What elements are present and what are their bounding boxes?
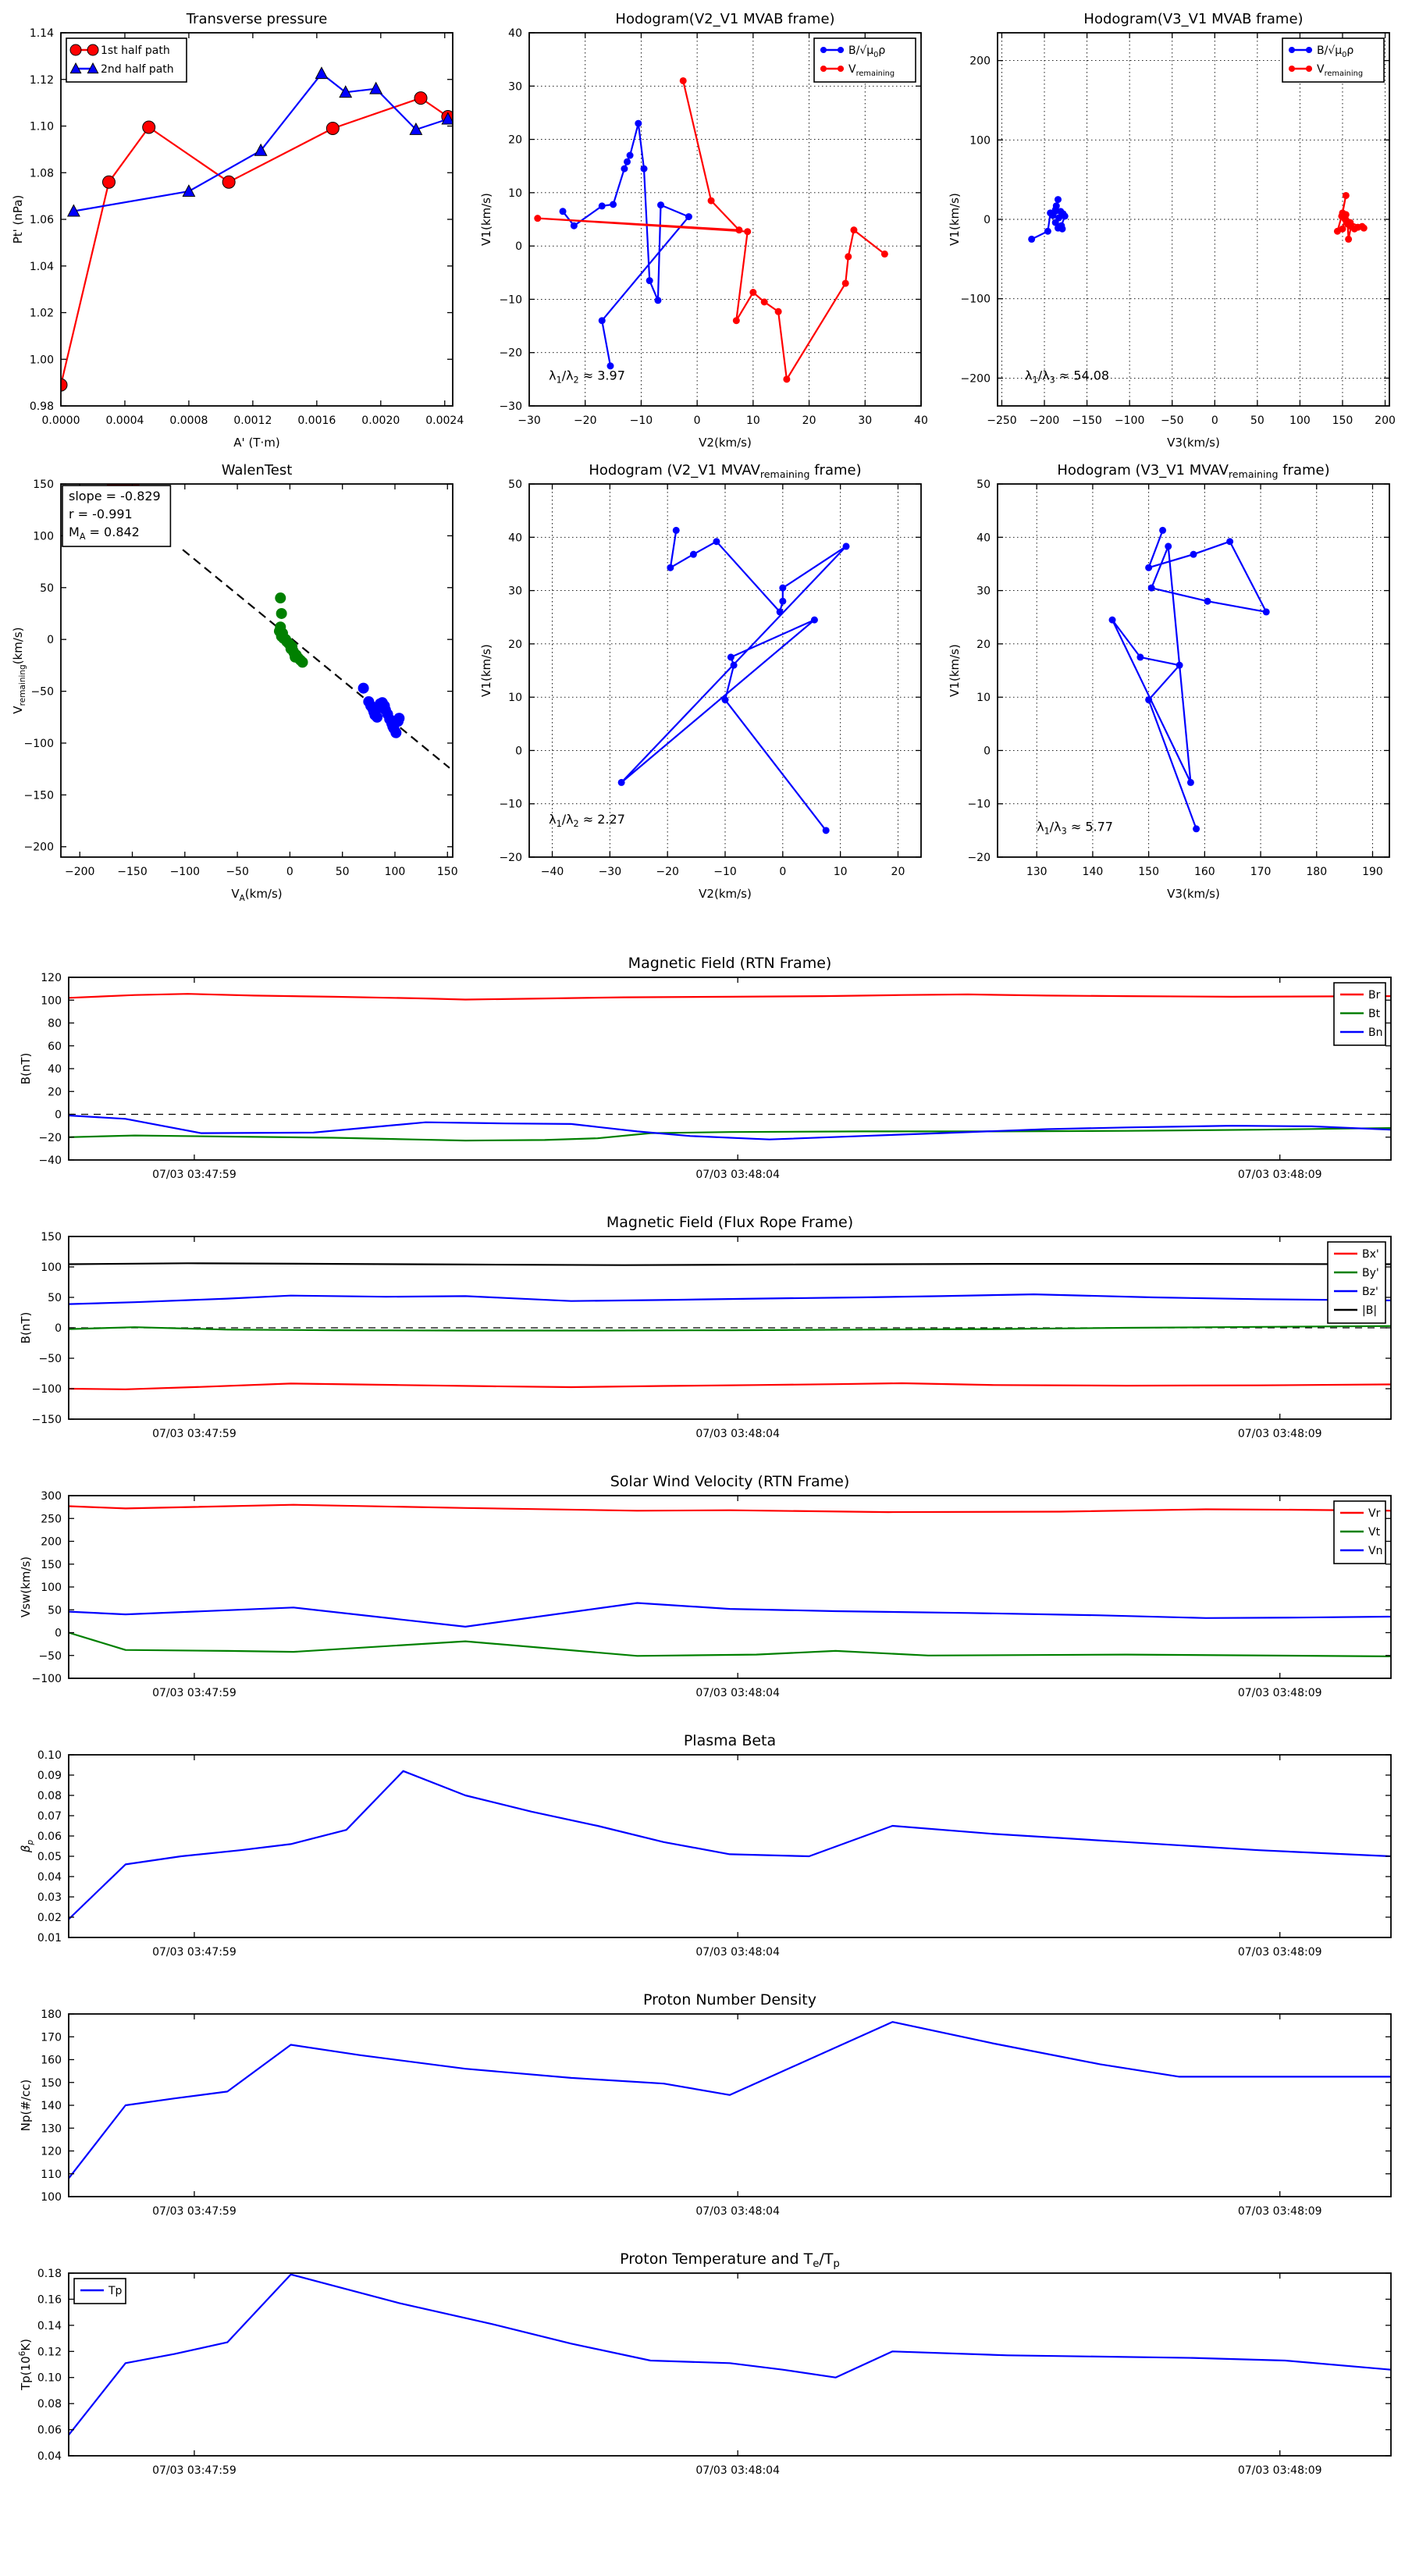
b_fr-ytick: 100	[41, 1261, 62, 1274]
tp-title: Proton Temperature and $T_e/T_p$	[620, 2250, 840, 2270]
hodogram_v2v1_mvav-title: Hodogram (V2_V1 $MVAV_{remaining}$ frame)	[589, 462, 862, 480]
hodogram_v3v1_mvab-xtick: 50	[1250, 415, 1264, 427]
tp-ytick: 0.10	[37, 2371, 62, 2385]
hodogram_v3v1_mvab-legend-label: $V_{remaining}$	[1317, 63, 1364, 78]
b_rtn-ytick: 120	[41, 972, 62, 984]
hodogram_v2v1_mvab-xtick: −10	[629, 415, 653, 427]
transverse_pressure-xtick: 0.0012	[233, 415, 272, 427]
series-Vt	[69, 1633, 1391, 1656]
vsw-xtick: 07/03 03:47:59	[152, 1687, 237, 1699]
hodogram_v3v1_mvav-ytick: 10	[976, 692, 991, 705]
hodogram_v2v1_mvab-xtick: 10	[745, 415, 760, 427]
hodogram_v2v1_mvab-xtick: 40	[914, 415, 928, 427]
chart-solar-wind-velocity	[5, 1469, 1405, 1727]
b_rtn-ytick: 60	[48, 1040, 62, 1053]
hodogram_v3v1_mvab-ytick: 100	[969, 134, 991, 148]
hodogram_v3v1_mvab-xlabel: V3(km/s)	[1167, 436, 1220, 450]
series-Bn	[69, 1115, 1391, 1140]
hodogram_v3v1_mvav-ytick: 20	[976, 638, 991, 651]
tp-ytick: 0.14	[37, 2319, 62, 2332]
vsw-legend-label: Vn	[1368, 1545, 1383, 1557]
hodogram-grid	[0, 5, 1405, 907]
b_fr-ylabel: B(nT)	[19, 1311, 33, 1344]
vsw-xtick: 07/03 03:48:04	[695, 1687, 781, 1699]
series-V_path	[621, 530, 846, 831]
tp-xtick: 07/03 03:48:09	[1237, 2464, 1322, 2477]
transverse_pressure-ytick: 1.00	[29, 354, 54, 367]
beta-xtick: 07/03 03:47:59	[152, 1946, 237, 1959]
tp-ytick: 0.18	[37, 2268, 62, 2280]
hodogram_v3v1_mvab-xtick: −50	[1160, 415, 1184, 427]
hodogram_v3v1_mvav-svg	[937, 456, 1402, 907]
series-By'	[69, 1326, 1391, 1331]
series-Bt	[69, 1128, 1391, 1140]
b_rtn-ytick: −40	[38, 1155, 62, 1167]
hodogram_v2v1_mvav-xtick: −10	[713, 866, 737, 878]
hodogram_v3v1_mvav-ytick: 50	[976, 479, 991, 491]
beta-xtick: 07/03 03:48:09	[1237, 1946, 1322, 1959]
hodogram_v3v1_mvab-ytick: −100	[960, 293, 991, 306]
series-Vn	[69, 1603, 1391, 1627]
np-ytick: 120	[41, 2145, 62, 2158]
hodogram_v2v1_mvav-xtick: −20	[656, 866, 679, 878]
b_rtn-ytick: 80	[48, 1017, 62, 1030]
transverse_pressure-ytick: 1.08	[29, 167, 54, 180]
hodogram_v2v1_mvav-ytick: 50	[508, 479, 522, 491]
transverse_pressure-xtick: 0.0016	[297, 415, 336, 427]
vsw-title: Solar Wind Velocity (RTN Frame)	[610, 1473, 850, 1490]
vsw-ytick: −100	[31, 1673, 62, 1685]
hodogram_v3v1_mvab-xtick: −150	[1072, 415, 1102, 427]
series-Tp	[69, 2275, 1391, 2435]
hodogram_v3v1_mvav-ytick: −10	[967, 798, 991, 811]
beta-ytick: 0.04	[37, 1871, 62, 1884]
hodogram_v3v1_mvav-xtick: 180	[1306, 866, 1328, 878]
b_rtn-xtick: 07/03 03:47:59	[152, 1169, 237, 1181]
np-title: Proton Number Density	[643, 1991, 816, 2008]
hodogram_v2v1_mvab-xtick: 20	[802, 415, 816, 427]
chart-hodogram-v2v1-mvav	[468, 456, 937, 907]
b_rtn-ytick: 40	[48, 1063, 62, 1076]
beta-ytick: 0.07	[37, 1810, 62, 1823]
transverse_pressure-xtick: 0.0000	[41, 415, 80, 427]
np-xtick: 07/03 03:48:09	[1237, 2205, 1322, 2218]
hodogram_v2v1_mvav-xlabel: V2(km/s)	[699, 887, 752, 901]
hodogram_v2v1_mvab-ytick: 40	[508, 27, 522, 40]
walen_test-ytick: 150	[33, 479, 54, 491]
hodogram_v3v1_mvav-xtick: 150	[1138, 866, 1159, 878]
b_fr-legend-label: Bx'	[1362, 1248, 1379, 1261]
np-xtick: 07/03 03:48:04	[695, 2205, 781, 2218]
transverse_pressure-ytick: 1.06	[29, 214, 54, 226]
timeseries-stack	[0, 951, 1405, 2504]
hodogram_v2v1_mvab-xlabel: V2(km/s)	[699, 436, 752, 450]
beta-xtick: 07/03 03:48:04	[695, 1946, 781, 1959]
hodogram_v2v1_mvav-ytick: −20	[499, 852, 522, 864]
hodogram_v3v1_mvab-xtick: 0	[1211, 415, 1218, 427]
b_rtn-ytick: 0	[55, 1108, 62, 1122]
hodogram_v2v1_mvav-svg	[468, 456, 934, 907]
vsw-ytick: 200	[41, 1535, 62, 1549]
hodogram_v2v1_mvav-ytick: 10	[508, 692, 522, 705]
walen_test-xtick: −150	[117, 866, 148, 878]
vsw-ytick: 0	[55, 1627, 62, 1640]
b_fr-title: Magnetic Field (Flux Rope Frame)	[606, 1214, 854, 1231]
chart-hodogram-v3v1-mvab	[937, 5, 1405, 456]
hodogram_v3v1_mvab-xtick: 150	[1332, 415, 1353, 427]
tp-ytick: 0.04	[37, 2450, 62, 2463]
tp-svg	[5, 2247, 1400, 2504]
series-beta_p	[69, 1771, 1391, 1920]
chart-magnetic-field-rtn	[5, 951, 1405, 1208]
hodogram_v2v1_mvab-ylabel: V1(km/s)	[479, 193, 493, 246]
hodogram_v2v1_mvav-ytick: 0	[515, 745, 522, 758]
vsw-legend-label: Vr	[1368, 1507, 1381, 1520]
series-Br	[69, 994, 1391, 999]
hodogram_v2v1_mvab-ytick: −10	[499, 294, 522, 307]
tp-ytick: 0.12	[37, 2346, 62, 2359]
series-Vr	[69, 1505, 1391, 1512]
beta-ytick: 0.09	[37, 1770, 62, 1782]
b_rtn-xtick: 07/03 03:48:04	[695, 1169, 781, 1181]
hodogram_v3v1_mvab-ylabel: V1(km/s)	[948, 193, 962, 246]
hodogram_v3v1_mvab-xtick: 100	[1289, 415, 1311, 427]
b_rtn-legend-label: Bn	[1368, 1026, 1383, 1039]
walen_test-ytick: 50	[40, 582, 54, 595]
walen_test-xtick: 100	[384, 866, 406, 878]
walen_test-ytick: 0	[47, 634, 54, 647]
b_rtn-legend-label: Br	[1368, 989, 1381, 1002]
hodogram_v3v1_mvab-xtick: −200	[1029, 415, 1060, 427]
hodogram_v2v1_mvav-xtick: −30	[598, 866, 622, 878]
hodogram_v3v1_mvav-ytick: 40	[976, 532, 991, 545]
hodogram_v3v1_mvav-xtick: 130	[1026, 866, 1048, 878]
series-|B|	[69, 1263, 1391, 1265]
series-Bz'	[69, 1294, 1391, 1304]
hodogram_v3v1_mvav-title: Hodogram (V3_V1 $MVAV_{remaining}$ frame)	[1057, 462, 1330, 480]
walen_test-xtick: 50	[335, 866, 350, 878]
walen_test-ytick: −50	[30, 685, 54, 699]
hodogram_v2v1_mvav-ytick: 30	[508, 585, 522, 598]
hodogram_v2v1_mvab-ytick: −20	[499, 347, 522, 360]
b_fr-xtick: 07/03 03:47:59	[152, 1428, 237, 1440]
b_fr-ytick: −100	[31, 1383, 62, 1396]
hodogram_v3v1_mvav-xtick: 190	[1362, 866, 1383, 878]
b_fr-ytick: 50	[48, 1292, 62, 1304]
hodogram_v2v1_mvav-ytick: 20	[508, 638, 522, 651]
beta-ytick: 0.08	[37, 1790, 62, 1802]
transverse_pressure-xtick: 0.0008	[169, 415, 208, 427]
series-1st half path	[61, 98, 448, 386]
hodogram_v3v1_mvav-ylabel: V1(km/s)	[948, 644, 962, 697]
b_rtn-ytick: 20	[48, 1086, 62, 1099]
series-2nd half path	[73, 73, 448, 211]
tp-xtick: 07/03 03:47:59	[152, 2464, 237, 2477]
b_fr-legend-label: By'	[1362, 1267, 1379, 1279]
b_rtn-ytick: −20	[38, 1131, 62, 1144]
series-V_remaining	[538, 81, 885, 379]
series-Bx'	[69, 1383, 1391, 1389]
hodogram_v3v1_mvab-ytick: −200	[960, 372, 991, 386]
tp-ytick: 0.08	[37, 2398, 62, 2411]
beta-ytick: 0.02	[37, 1912, 62, 1924]
walen_test-ytick: −150	[23, 789, 54, 802]
walen_test-xtick: −100	[169, 866, 201, 878]
hodogram_v3v1_mvav-ytick: −20	[967, 852, 991, 864]
hodogram_v3v1_mvab-xtick: 200	[1375, 415, 1396, 427]
transverse_pressure-xtick: 0.0024	[425, 415, 464, 427]
b_fr-ytick: 0	[55, 1322, 62, 1335]
b_rtn-title: Magnetic Field (RTN Frame)	[628, 955, 832, 972]
walen_test-stats-line: $M_A = 0.842$	[69, 525, 140, 542]
np-ylabel: Np(#/cc)	[19, 2079, 33, 2132]
hodogram_v2v1_mvab-annotation: $\lambda_1/\lambda_2 \approx 3.97$	[549, 368, 625, 386]
hodogram_v3v1_mvab-ytick: 200	[969, 55, 991, 68]
np-ytick: 130	[41, 2122, 62, 2136]
np-ytick: 100	[41, 2191, 62, 2204]
walen_test-ytick: −200	[23, 841, 54, 854]
vsw-ytick: −50	[38, 1649, 62, 1663]
beta-ytick: 0.01	[37, 1932, 62, 1944]
np-ytick: 150	[41, 2076, 62, 2090]
transverse_pressure-ytick: 1.14	[29, 27, 54, 40]
hodogram_v2v1_mvab-title: Hodogram(V2_V1 MVAB frame)	[615, 11, 835, 27]
hodogram_v2v1_mvav-ytick: −10	[499, 798, 522, 811]
b_fr-legend-label: Bz'	[1362, 1286, 1378, 1298]
vsw-ylabel: Vsw(km/s)	[19, 1556, 33, 1618]
walen_test-xlabel: $V_A(km/s)$	[231, 887, 283, 903]
vsw-ytick: 250	[41, 1513, 62, 1526]
chart-proton-number-density	[5, 1987, 1405, 2245]
hodogram_v2v1_mvab-legend-label: $V_{remaining}$	[848, 63, 895, 78]
hodogram_v3v1_mvav-xtick: 160	[1193, 866, 1215, 878]
hodogram_v3v1_mvav-annotation: $\lambda_1/\lambda_3 \approx 5.77$	[1037, 819, 1113, 837]
vsw-ytick: 100	[41, 1582, 62, 1594]
b_fr-ytick: −150	[31, 1414, 62, 1426]
np-ytick: 140	[41, 2100, 62, 2112]
hodogram_v3v1_mvab-ytick: 0	[984, 214, 991, 226]
chart-proton-temperature	[5, 2247, 1405, 2504]
walen_test-title: WalenTest	[221, 462, 293, 479]
walen_test-svg	[0, 456, 465, 907]
transverse_pressure-xtick: 0.0020	[361, 415, 400, 427]
chart-transverse-pressure	[0, 5, 468, 456]
hodogram_v3v1_mvav-xtick: 140	[1082, 866, 1104, 878]
transverse_pressure-legend-label: 1st half path	[101, 44, 170, 57]
walen_test-ytick: −100	[23, 737, 54, 750]
hodogram_v3v1_mvab-annotation: $\lambda_1/\lambda_3 \approx 54.08$	[1025, 368, 1110, 386]
hodogram_v3v1_mvab-xtick: −250	[987, 415, 1017, 427]
b_fr-xtick: 07/03 03:48:09	[1237, 1428, 1322, 1440]
hodogram_v2v1_mvab-legend-label: $B/√\mu_0\rho$	[848, 44, 886, 59]
b_rtn-ylabel: B(nT)	[19, 1052, 33, 1085]
beta-ytick: 0.06	[37, 1831, 62, 1843]
vsw-svg	[5, 1469, 1400, 1727]
chart-walen-test	[0, 456, 468, 907]
transverse_pressure-ytick: 1.04	[29, 260, 54, 273]
walen_test-xtick: 150	[436, 866, 458, 878]
hodogram_v2v1_mvab-xtick: −30	[518, 415, 541, 427]
chart-hodogram-v3v1-mvav	[937, 456, 1405, 907]
transverse_pressure-ylabel: Pt' (nPa)	[11, 194, 25, 244]
transverse_pressure-xlabel: A' (T·m)	[233, 436, 280, 450]
hodogram_v3v1_mvav-xlabel: V3(km/s)	[1167, 887, 1220, 901]
b_fr-legend-label: |B|	[1362, 1304, 1378, 1317]
np-ytick: 160	[41, 2054, 62, 2067]
b_rtn-svg	[5, 951, 1400, 1208]
transverse_pressure-title: Transverse pressure	[186, 11, 328, 27]
vsw-xtick: 07/03 03:48:09	[1237, 1687, 1322, 1699]
hodogram_v2v1_mvav-xtick: 0	[779, 866, 787, 878]
walen_test-ytick: 100	[33, 530, 54, 543]
tp-ytick: 0.16	[37, 2293, 62, 2307]
b_fr-svg	[5, 1210, 1400, 1468]
vsw-ytick: 50	[48, 1604, 62, 1617]
hodogram_v2v1_mvav-ylabel: V1(km/s)	[479, 644, 493, 697]
b_fr-ytick: 150	[41, 1231, 62, 1244]
np-ytick: 110	[41, 2168, 62, 2181]
b_fr-ytick: −50	[38, 1353, 62, 1365]
beta-svg	[5, 1728, 1400, 1986]
tp-legend-label: Tp	[108, 2285, 123, 2297]
vsw-ytick: 300	[41, 1490, 62, 1503]
transverse_pressure-ytick: 1.12	[29, 73, 54, 87]
hodogram_v3v1_mvab-title: Hodogram(V3_V1 MVAB frame)	[1083, 11, 1304, 27]
b_fr-xtick: 07/03 03:48:04	[695, 1428, 781, 1440]
hodogram_v2v1_mvav-xtick: 20	[891, 866, 905, 878]
hodogram_v2v1_mvab-xtick: 30	[858, 415, 873, 427]
hodogram_v3v1_mvav-xtick: 170	[1250, 866, 1272, 878]
transverse_pressure-ytick: 1.02	[29, 307, 54, 320]
np-ytick: 180	[41, 2008, 62, 2021]
walen_test-xtick: −200	[64, 866, 95, 878]
beta-ylabel: $\beta_p$	[19, 1839, 35, 1853]
vsw-legend-label: Vt	[1368, 1526, 1381, 1539]
tp-xtick: 07/03 03:48:04	[695, 2464, 781, 2477]
transverse_pressure-legend-label: 2nd half path	[101, 63, 174, 76]
hodogram_v3v1_mvab-legend-label: $B/√\mu_0\rho$	[1317, 44, 1354, 59]
b_rtn-legend-label: Bt	[1368, 1008, 1381, 1020]
np-ytick: 170	[41, 2031, 62, 2044]
hodogram_v2v1_mvab-xtick: 0	[693, 415, 701, 427]
transverse_pressure-xtick: 0.0004	[105, 415, 144, 427]
beta-ytick: 0.10	[37, 1749, 62, 1762]
transverse_pressure-ytick: 1.10	[29, 120, 54, 133]
transverse_pressure-svg	[0, 5, 465, 456]
hodogram_v2v1_mvab-ytick: −30	[499, 400, 522, 413]
hodogram_v2v1_mvab-svg	[468, 5, 934, 456]
tp-ytick: 0.06	[37, 2424, 62, 2437]
hodogram_v2v1_mvab-xtick: −20	[573, 415, 597, 427]
hodogram_v2v1_mvab-ytick: 10	[508, 187, 522, 200]
beta-ytick: 0.03	[37, 1891, 62, 1904]
b_rtn-xtick: 07/03 03:48:09	[1237, 1169, 1322, 1181]
hodogram_v2v1_mvav-xtick: 10	[833, 866, 848, 878]
chart-plasma-beta	[5, 1728, 1405, 1986]
walen_test-xtick: 0	[286, 866, 293, 878]
np-svg	[5, 1987, 1400, 2245]
hodogram_v2v1_mvab-ytick: 20	[508, 133, 522, 147]
np-xtick: 07/03 03:47:59	[152, 2205, 237, 2218]
hodogram_v2v1_mvav-ytick: 40	[508, 532, 522, 545]
chart-magnetic-field-flux-rope	[5, 1210, 1405, 1468]
beta-ytick: 0.05	[37, 1851, 62, 1863]
hodogram_v3v1_mvav-ytick: 30	[976, 585, 991, 598]
walen_test-ylabel: $V_{remaining}(km/s)$	[11, 627, 27, 714]
b_rtn-ytick: 100	[41, 994, 62, 1008]
hodogram_v3v1_mvab-svg	[937, 5, 1402, 456]
walen_test-stats-line: r = -0.991	[69, 507, 133, 521]
walen_test-xtick: −50	[226, 866, 249, 878]
transverse_pressure-ytick: 0.98	[29, 400, 54, 413]
hodogram_v3v1_mvab-xtick: −100	[1114, 415, 1145, 427]
series-Np	[69, 2022, 1391, 2178]
beta-title: Plasma Beta	[683, 1732, 777, 1749]
vsw-ytick: 150	[41, 1558, 62, 1571]
hodogram_v2v1_mvav-xtick: −40	[540, 866, 564, 878]
walen_test-stats-line: slope = -0.829	[69, 489, 161, 503]
chart-hodogram-v2v1-mvab	[468, 5, 937, 456]
hodogram_v2v1_mvab-ytick: 0	[515, 240, 522, 254]
hodogram_v2v1_mvab-ytick: 30	[508, 80, 522, 94]
hodogram_v2v1_mvav-annotation: $\lambda_1/\lambda_2 \approx 2.27$	[549, 811, 625, 829]
tp-ylabel: $Tp(10^6K)$	[18, 2338, 33, 2391]
hodogram_v3v1_mvav-ytick: 0	[984, 745, 991, 758]
